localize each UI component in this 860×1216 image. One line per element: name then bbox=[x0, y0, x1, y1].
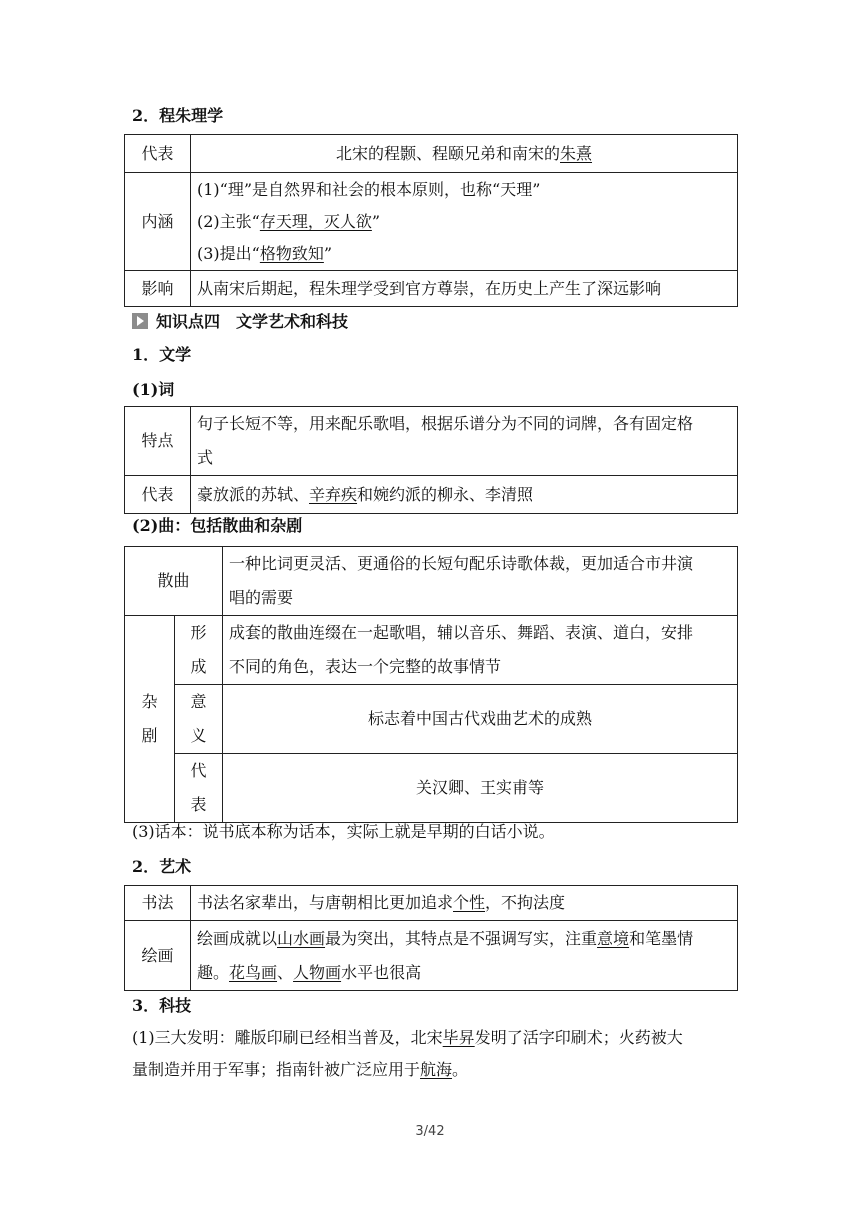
row-label-shufa: 书法 bbox=[125, 886, 191, 921]
yingxiang-content: 从南宋后期起，程朱理学受到官方尊崇，在历史上产生了深远影响 bbox=[191, 271, 738, 307]
table-row bbox=[125, 616, 738, 685]
xingcheng-content: 成套的散曲连缀在一起歌唱，辅以音乐、舞蹈、表演、道白，安排 不同的角色，表达一个完整的故事情节 bbox=[223, 616, 738, 685]
table-row bbox=[125, 921, 738, 991]
table-row bbox=[125, 135, 738, 173]
page-number: 3/42 bbox=[415, 1124, 445, 1139]
heading-literature: 1．文学 bbox=[132, 345, 192, 364]
row-label-sanqu: 散曲 bbox=[125, 547, 223, 616]
tedian-content: 句子长短不等，用来配乐歌唱，根据乐谱分为不同的词牌，各有固定格 式 bbox=[191, 407, 738, 476]
section-heading-chengzhu: 2．程朱理学 bbox=[132, 106, 224, 125]
table-row bbox=[125, 547, 738, 616]
row-label-zaju: 杂 剧 bbox=[125, 616, 175, 823]
table-row bbox=[125, 173, 738, 271]
art-table bbox=[124, 885, 738, 991]
tech-paragraph-line1: (1)三大发明：雕版印刷已经相当普及，北宋毕昇发明了活字印刷术；火药被大 bbox=[132, 1028, 683, 1047]
tech-paragraph-line2: 量制造并用于军事；指南针被广泛应用于航海。 bbox=[132, 1060, 469, 1079]
shufa-content: 书法名家辈出，与唐朝相比更加追求个性，不拘法度 bbox=[191, 886, 738, 921]
heading-art: 2．艺术 bbox=[132, 857, 192, 876]
heading-qu: (2)曲：包括散曲和杂剧 bbox=[132, 516, 303, 535]
zaju-daibiao-content: 关汉卿、王实甫等 bbox=[223, 754, 738, 823]
sub-label-xingcheng: 形 成 bbox=[175, 616, 223, 685]
row-label-tedian: 特点 bbox=[125, 407, 191, 476]
row-label-neihan: 内涵 bbox=[125, 173, 191, 271]
qu-table bbox=[124, 546, 738, 823]
row-label-daibiao: 代表 bbox=[125, 135, 191, 173]
yiyi-content: 标志着中国古代戏曲艺术的成熟 bbox=[223, 685, 738, 754]
sub-label-yiyi: 意 义 bbox=[175, 685, 223, 754]
table-row bbox=[125, 886, 738, 921]
row-label-ci-daibiao: 代表 bbox=[125, 476, 191, 514]
ci-table bbox=[124, 406, 738, 514]
sanqu-content: 一种比词更灵活、更通俗的长短句配乐诗歌体裁，更加适合市井演 唱的需要 bbox=[223, 547, 738, 616]
heading-ci: (1)词 bbox=[132, 380, 175, 399]
knowledge-point-heading: 知识点四 文学艺术和科技 bbox=[132, 310, 348, 334]
daibiao-content: 北宋的程颢、程颐兄弟和南宋的朱熹 bbox=[191, 135, 738, 173]
ci-daibiao-content: 豪放派的苏轼、辛弃疾和婉约派的柳永、李清照 bbox=[191, 476, 738, 514]
table-row bbox=[125, 685, 738, 754]
heading-tech: 3．科技 bbox=[132, 996, 192, 1015]
row-label-yingxiang: 影响 bbox=[125, 271, 191, 307]
play-marker-icon bbox=[132, 313, 148, 329]
neihan-content: (1)“理”是自然界和社会的根本原则，也称“天理” (2)主张“存天理，灭人欲” (3)提出“格物致知” bbox=[191, 173, 738, 271]
table-row bbox=[125, 407, 738, 476]
huaben-paragraph: (3)话本：说书底本称为话本，实际上就是早期的白话小说。 bbox=[132, 822, 555, 841]
table-row bbox=[125, 476, 738, 514]
row-label-huihua: 绘画 bbox=[125, 921, 191, 991]
table-row bbox=[125, 754, 738, 823]
chengzhu-table bbox=[124, 134, 738, 307]
table-row bbox=[125, 271, 738, 307]
huihua-content: 绘画成就以山水画最为突出，其特点是不强调写实，注重意境和笔墨情 趣。花鸟画、人物画水平也很高 bbox=[191, 921, 738, 991]
sub-label-zaju-daibiao: 代 表 bbox=[175, 754, 223, 823]
